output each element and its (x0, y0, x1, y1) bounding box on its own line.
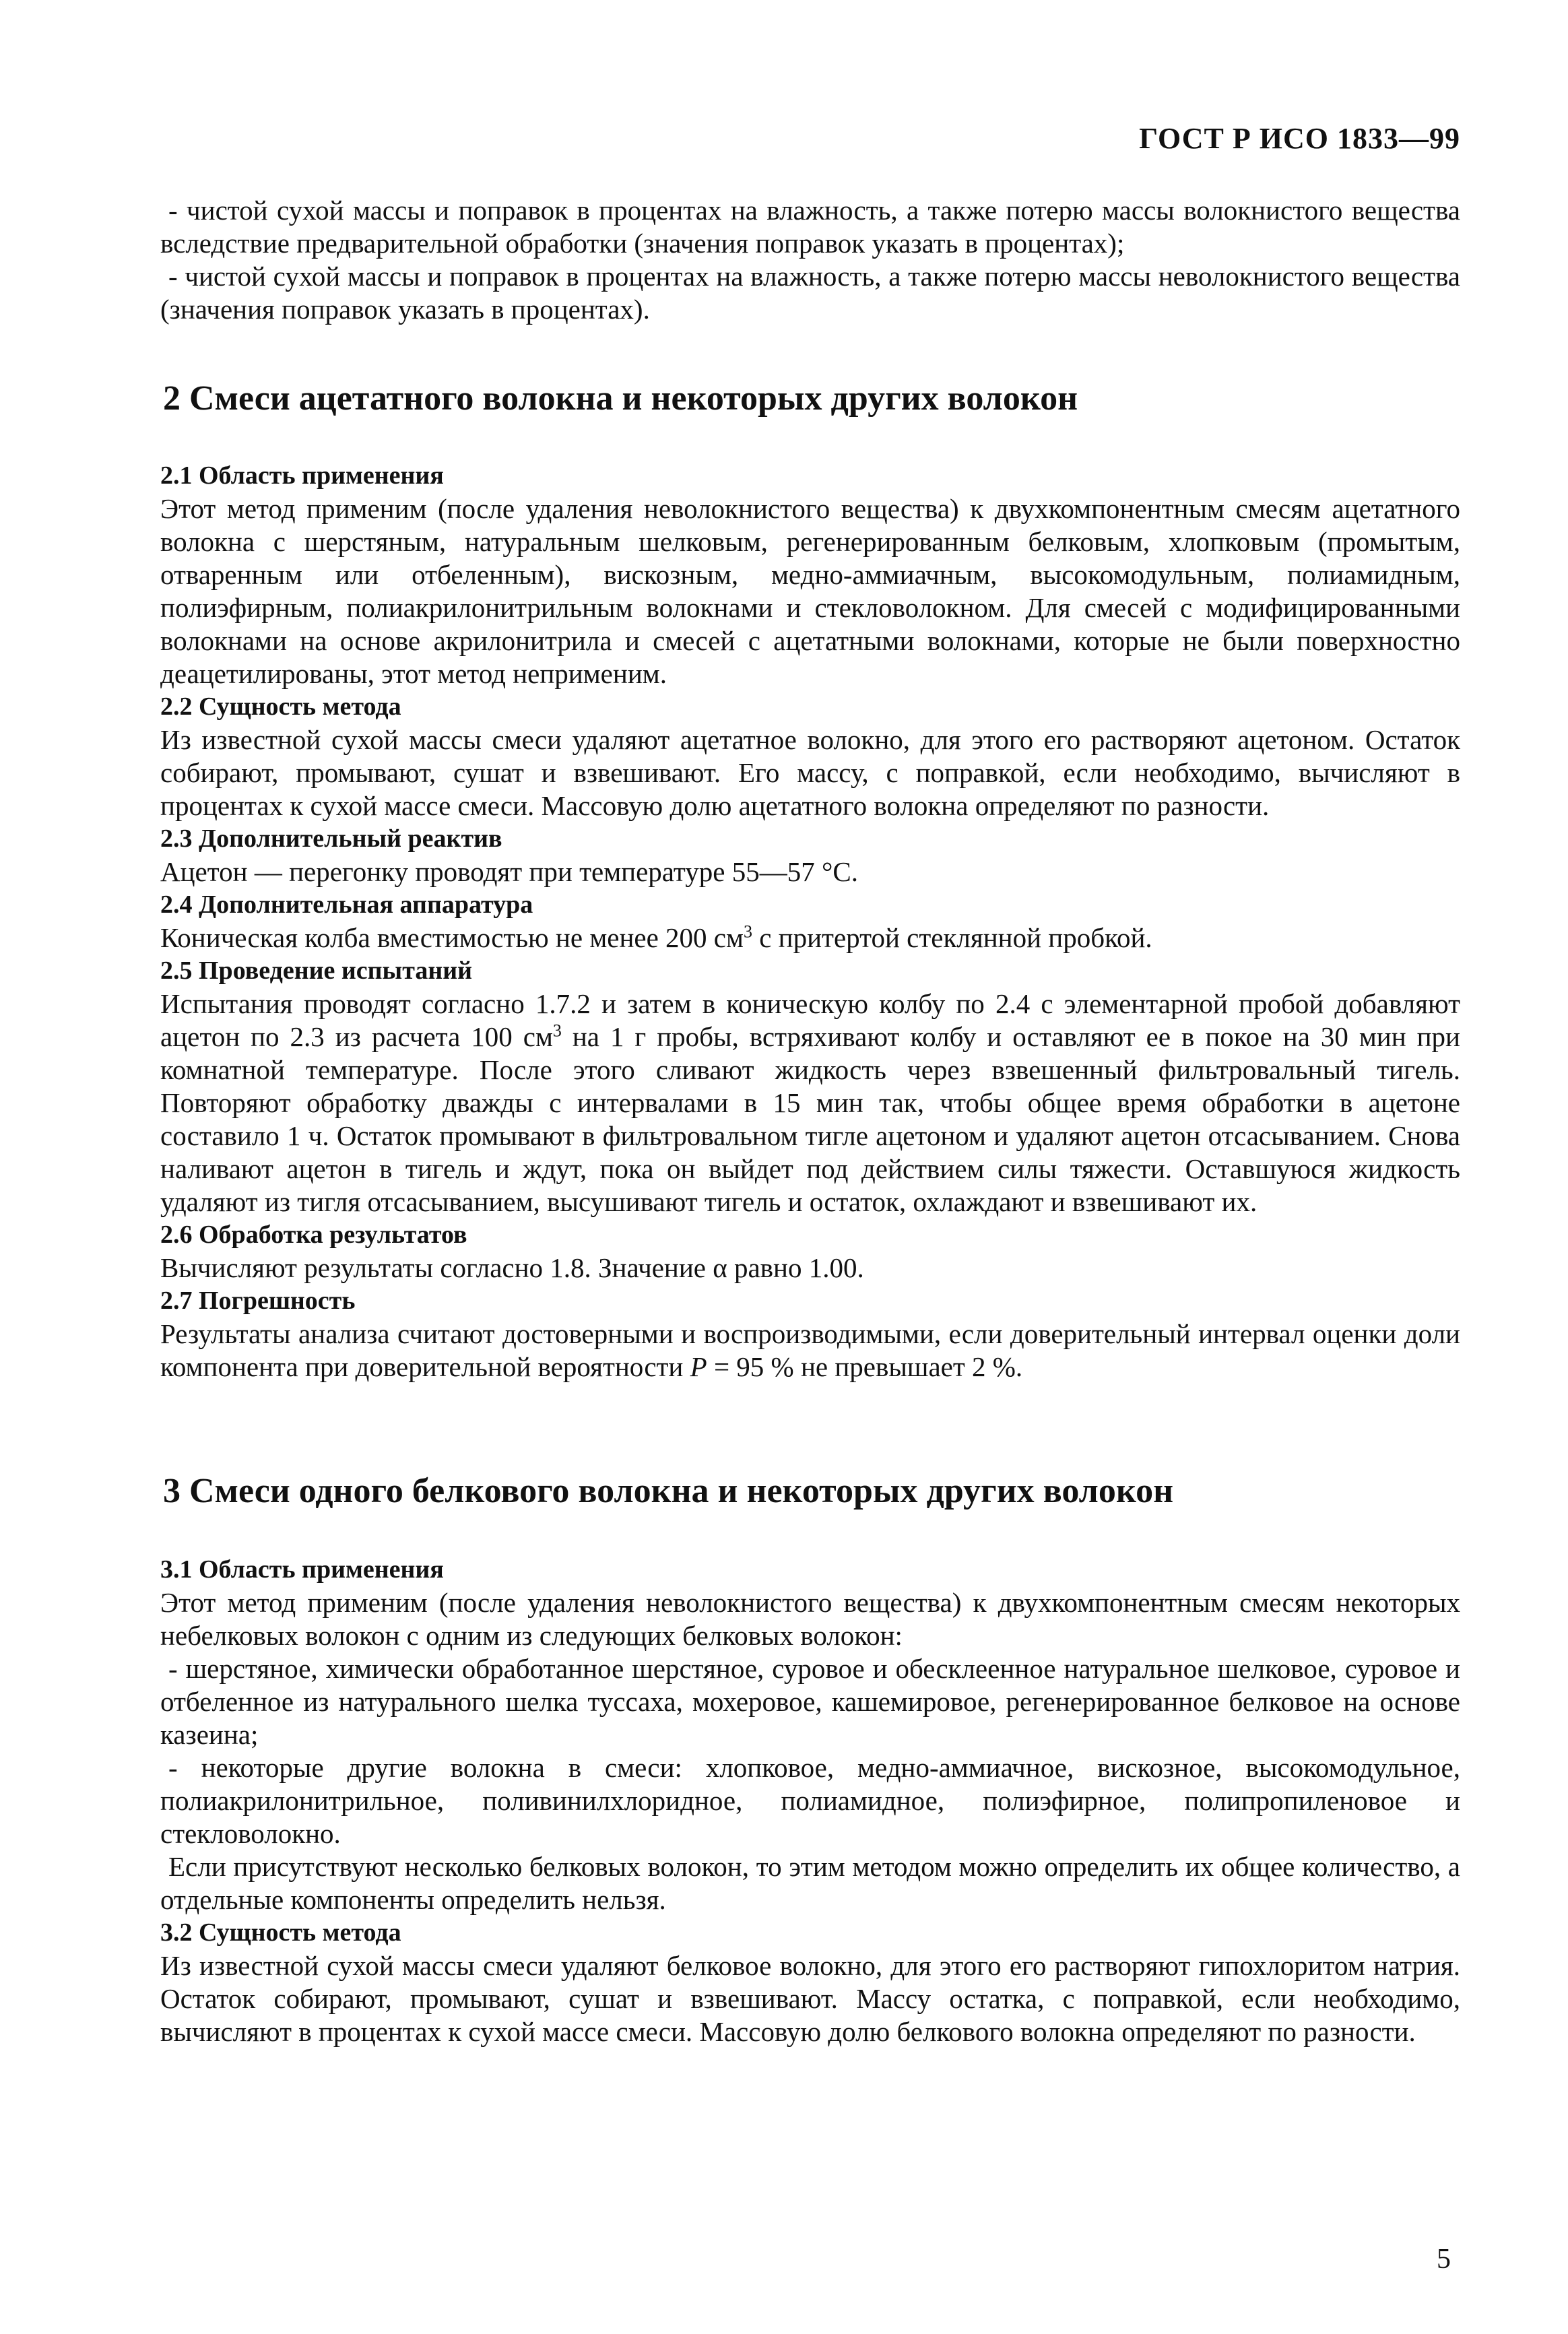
subsection-2-4-text (160, 921, 1460, 954)
subsection-2-5-text (160, 987, 1460, 1219)
variable-p: P (690, 1351, 707, 1382)
subsection-2-7-text-a: Результаты анализа считают достоверными и воспроизводимыми, если доверительный интервал оценки доли компонента при доверительной вероятности (160, 1318, 1460, 1382)
intro-paragraph-1: - чистой сухой массы и поправок в процентах на влажность, а также потерю массы волокнистого вещества вследствие предварительной обработки (значения поправок указать в процентах); (160, 195, 1460, 259)
subsection-3-1-text: Этот метод применим (после удаления неволокнистого вещества) к двухкомпонентным смесям некоторых небелковых волокон с одним из следующих белковых волокон: (160, 1587, 1460, 1651)
subsection-2-6-heading: 2.6 Обработка результатов (160, 1221, 467, 1249)
subsection-3-1-heading: 3.1 Область применения (160, 1555, 444, 1584)
subsection-3-1-item-2: - некоторые другие волокна в смеси: хлопковое, медно-аммиачное, вискозное, высокомодульное, полиакрилонитрильное, поливинилхлоридное, полиамидное, полиэфирное, полипропиленовое и стекловолокно. (160, 1752, 1460, 1849)
subsection-3-1-item-1: - шерстяное, химически обработанное шерстяное, суровое и обесклеенное натуральное шелковое, суровое и отбеленное из натурального шелка туссаха, мохеровое, кашемировое, регенерированное белковое на основе казеина; (160, 1653, 1460, 1750)
subsection-2-1-text: Этот метод применим (после удаления неволокнистого вещества) к двухкомпонентным смесям ацетатного волокна с шерстяным, натуральным шелковым, регенерированным белковым, хлопковым (промытым, отваренным или отбеленным), вискозным, медно-аммиачным, высокомодульным, полиамидным, полиэфирным, полиакрилонитрильным волокнами и стекловолокном. Для смесей с модифицированными волокнами на основе акрилонитрила и смесей с ацетатными волокнами, которые не были поверхностно деацетилированы, этот метод неприменим. (160, 493, 1460, 689)
subsection-2-1-heading: 2.1 Область применения (160, 461, 444, 490)
subsection-2-7-text (160, 1318, 1460, 1384)
document-body (160, 194, 1460, 2048)
page-number: 5 (1437, 2244, 1451, 2275)
subsection-3-1-note: Если присутствуют несколько белковых волокон, то этим методом можно определить их общее количество, а отдельные компоненты определить нельзя. (160, 1851, 1460, 1915)
intro-paragraph-2: - чистой сухой массы и поправок в процентах на влажность, а также потерю массы неволокнистого вещества (значения поправок указать в процентах). (160, 261, 1460, 325)
section-3-heading: 3 Смеси одного белкового волокна и некоторых других волокон (163, 1472, 1174, 1510)
subsection-2-7-heading: 2.7 Погрешность (160, 1287, 356, 1315)
superscript-cubed: 3 (743, 921, 752, 942)
subsection-2-4-text-a: Коническая колба вместимостью не менее 200 см (160, 922, 744, 953)
subsection-2-5-heading: 2.5 Проведение испытаний (160, 957, 473, 985)
subsection-2-7-text-b: = 95 % не превышает 2 %. (707, 1351, 1023, 1382)
subsection-2-3-text: Ацетон — перегонку проводят при температуре 55—57 °С. (160, 856, 858, 887)
subsection-2-2-heading: 2.2 Сущность метода (160, 692, 401, 721)
subsection-2-5-text-b: на 1 г пробы, встряхивают колбу и оставляют ее в покое на 30 мин при комнатной температуре. После этого сливают жидкость через взвешенный фильтровальный тигель. Повторяют обработку дважды с интервалами в 15 мин так, чтобы общее время обработки в ацетоне составило 1 ч. Остаток промывают в фильтровальном тигле ацетоном и удаляют ацетон отсасыванием. Снова наливают ацетон в тигель и ждут, пока он выйдет под действием силы тяжести. Оставшуюся жидкость удаляют из тигля отсасыванием, высушивают тигель и остаток, охлаждают и взвешивают их. (160, 1021, 1460, 1217)
subsection-3-2-text: Из известной сухой массы смеси удаляют белковое волокно, для этого его растворяют гипохлоритом натрия. Остаток собирают, промывают, сушат и взвешивают. Массу остатка, с поправкой, если необходимо, вычисляют в процентах к сухой массе смеси. Массовую долю белкового волокна определяют по разности. (160, 1950, 1460, 2047)
section-2-heading: 2 Смеси ацетатного волокна и некоторых других волокон (163, 379, 1078, 418)
subsection-2-4-text-b: с притертой стеклянной пробкой. (752, 922, 1152, 953)
subsection-2-2-text: Из известной сухой массы смеси удаляют ацетатное волокно, для этого его растворяют ацетоном. Остаток собирают, промывают, сушат и взвешивают. Его массу, с поправкой, если необходимо, вычисляют в процентах к сухой массе смеси. Массовую долю ацетатного волокна определяют по разности. (160, 724, 1460, 821)
subsection-2-5-text-a: Испытания проводят согласно 1.7.2 и затем в коническую колбу по 2.4 с элементарной пробой добавляют ацетон по 2.3 из расчета 100 см (160, 988, 1460, 1052)
superscript-cubed: 3 (552, 1020, 562, 1041)
subsection-2-3-heading: 2.3 Дополнительный реактив (160, 824, 502, 853)
subsection-2-6-text: Вычисляют результаты согласно 1.8. Значение α равно 1.00. (160, 1252, 864, 1283)
subsection-3-2-heading: 3.2 Сущность метода (160, 1918, 401, 1947)
page-header: ГОСТ Р ИСО 1833—99 (1139, 122, 1460, 155)
subsection-2-4-heading: 2.4 Дополнительная аппаратура (160, 890, 533, 919)
